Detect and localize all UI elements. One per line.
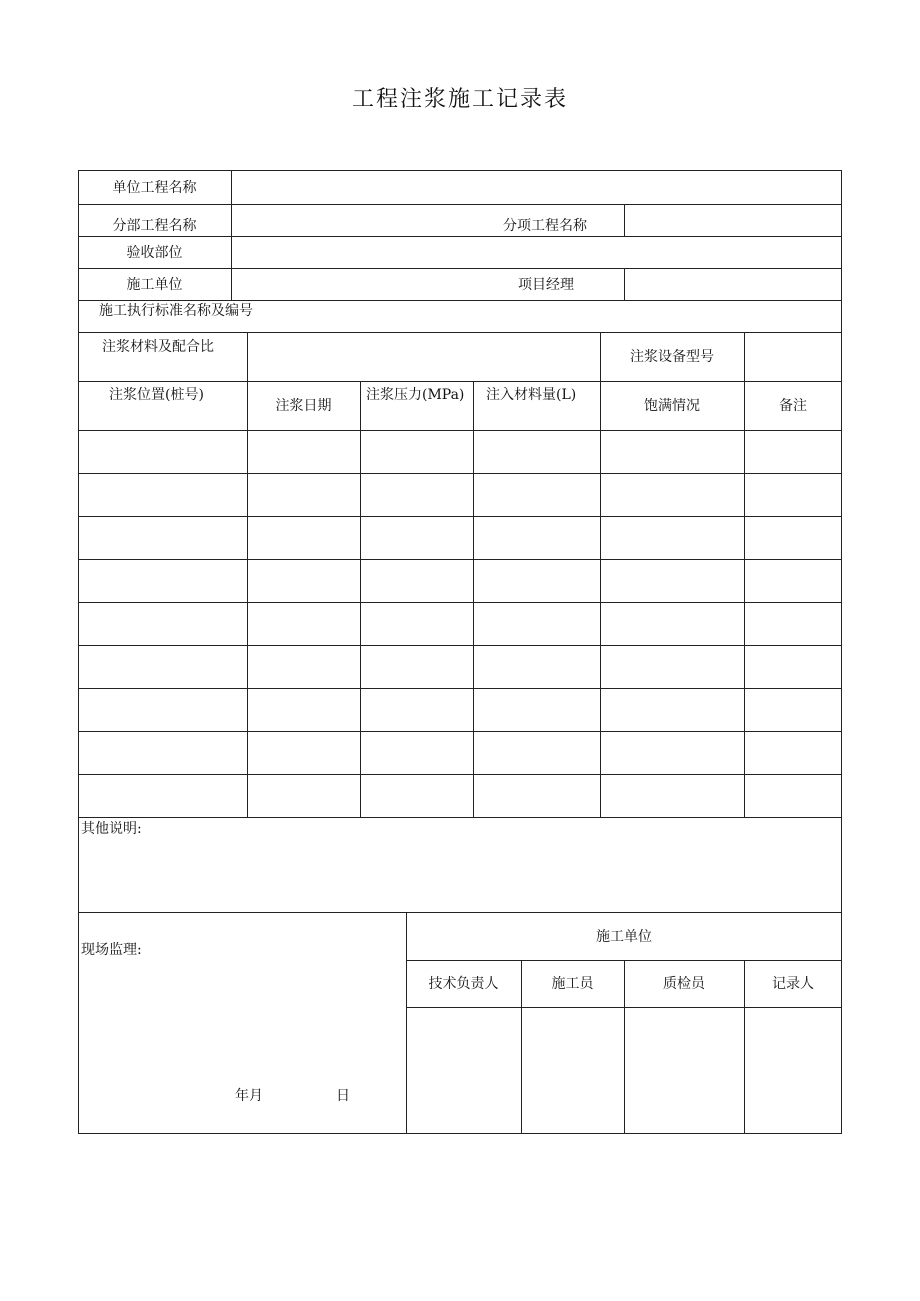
signoff-constructor-label: 施工员 [551,976,594,992]
date-day-label: 日 [336,1088,350,1104]
col-header-fullness: 饱满情况 [644,398,700,414]
project-manager-label: 项目经理 [518,277,574,293]
row-divider [78,332,842,333]
row-divider [78,236,842,237]
signoff-recorder-label: 记录人 [772,976,814,992]
col-divider [624,204,625,236]
col-header-volume: 注入材料量(L) [486,387,577,403]
row-divider [78,516,842,517]
row-divider [78,381,842,382]
acceptance-part-label: 验收部位 [126,245,183,261]
row-divider [78,559,842,560]
signoff-unit-label: 施工单位 [596,929,652,945]
row-divider [78,912,842,913]
col-header-remark: 备注 [779,398,807,414]
row-divider [78,774,842,775]
col-divider [360,381,361,817]
row-divider [78,300,842,301]
date-year-month-label: 年月 [235,1088,263,1104]
supervisor-label: 现场监理: [81,942,142,958]
col-header-position: 注浆位置(桩号) [109,387,204,403]
col-divider [231,170,232,300]
other-notes-label: 其他说明: [81,821,142,837]
grout-material-label: 注浆材料及配合比 [102,339,214,355]
col-divider [247,381,248,817]
item-project-name-label: 分项工程名称 [503,218,587,234]
col-header-pressure: 注浆压力(MPa) [366,387,465,403]
col-divider [744,381,745,817]
signoff-quality-inspector-label: 质检员 [663,976,705,992]
page-title: 工程注浆施工记录表 [351,87,568,112]
row-divider [78,731,842,732]
unit-project-name-label: 单位工程名称 [112,180,197,196]
col-divider [406,912,407,1134]
row-divider [78,817,842,818]
row-divider [78,268,842,269]
sub-project-name-label: 分部工程名称 [112,218,197,234]
signoff-tech-lead-label: 技术负责人 [428,976,499,992]
construction-unit-label: 施工单位 [126,277,183,293]
col-divider [247,332,248,381]
grout-equipment-label: 注浆设备型号 [630,349,714,365]
col-divider [600,381,601,817]
row-divider [78,688,842,689]
row-divider [78,473,842,474]
col-divider [744,332,745,381]
col-divider [473,381,474,817]
row-divider [78,602,842,603]
row-divider [78,204,842,205]
col-header-date: 注浆日期 [275,398,332,414]
standard-name-label: 施工执行标准名称及编号 [99,303,253,319]
row-divider [78,645,842,646]
col-divider [624,268,625,300]
row-divider [78,430,842,431]
